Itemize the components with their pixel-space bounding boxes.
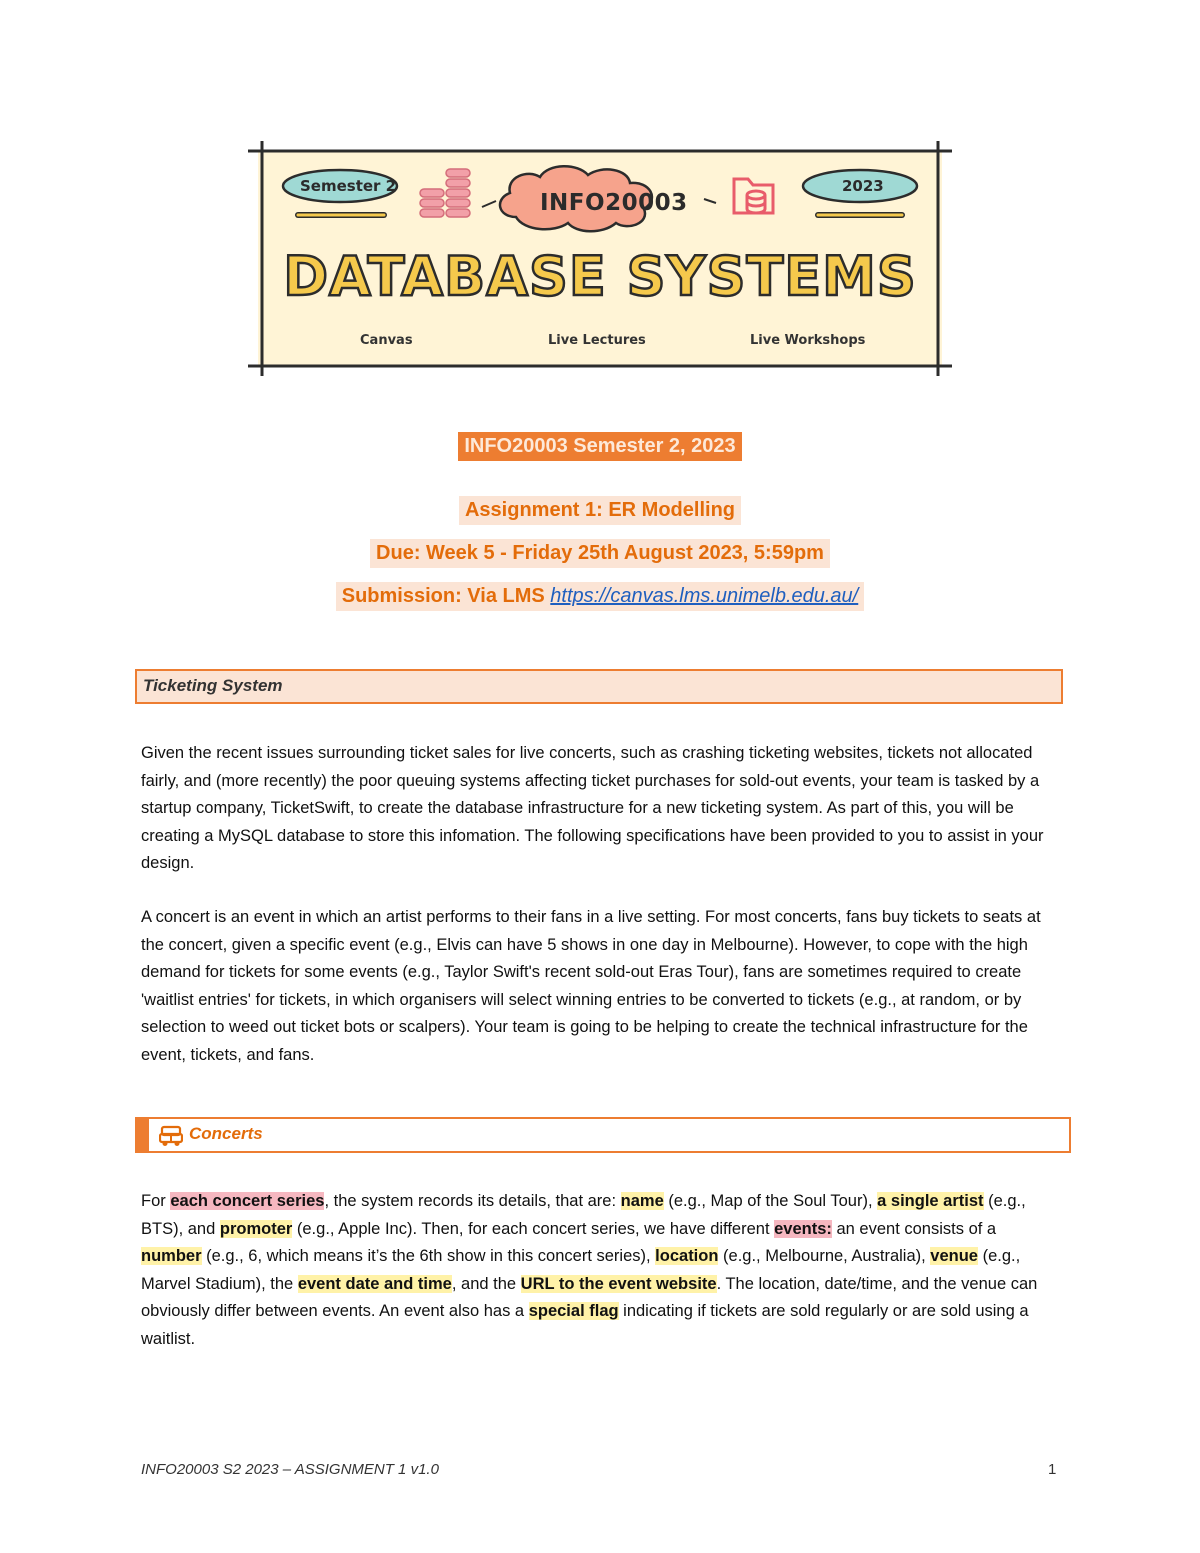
text-segment: For — [141, 1192, 171, 1210]
text-segment: (e.g., Marvel Stadium), the — [141, 1247, 1021, 1293]
concerts-paragraph — [141, 1188, 1061, 1353]
highlight-venue: venue — [930, 1247, 978, 1265]
submission-link[interactable]: https://canvas.lms.unimelb.edu.au/ — [550, 585, 859, 607]
highlight-promoter: promoter — [219, 1219, 293, 1238]
banner-title: DATABASE SYSTEMS — [283, 245, 917, 308]
text-segment: (e.g., Apple Inc). Then, for each concert series, we have different — [292, 1219, 775, 1238]
assignment-heading — [0, 496, 1200, 525]
highlight-events: events: — [774, 1219, 832, 1238]
highlight-special-flag: special flag — [528, 1302, 619, 1320]
text-segment: (e.g., Map of the Soul Tour), — [663, 1192, 878, 1210]
submission-heading — [0, 582, 1200, 611]
due-date: Due: Week 5 - Friday 25th August 2023, 5:59pm — [370, 539, 830, 568]
highlight-single-artist: a single artist — [877, 1192, 984, 1210]
highlight-url: URL to the event website — [520, 1274, 717, 1293]
course-heading — [0, 432, 1200, 461]
banner-footer-lectures: Live Lectures — [548, 333, 646, 348]
page-footer-title: INFO20003 S2 2023 – ASSIGNMENT 1 v1.0 — [141, 1461, 439, 1478]
highlight-concert-series: each concert series — [170, 1192, 325, 1210]
submission-box — [336, 582, 865, 611]
page-number: 1 — [1048, 1461, 1057, 1478]
section-title-ticketing: Ticketing System — [143, 676, 283, 695]
banner-footer-workshops: Live Workshops — [750, 333, 866, 348]
ticketing-intro-paragraph: Given the recent issues surrounding ticket sales for live concerts, such as crashing ticketing websites, tickets not allocated fairly, and (more recently) the poor queuing systems affecting ticket purchases for sold-out events, your team is tasked by a startup company, TicketSwift, to create the database infrastructure for a new ticketing system. As part of this, you will be creating a MySQL database to store this infomation. The following specifications have been provided to you to assist in your design. — [141, 744, 1044, 872]
section-ticketing-system — [135, 669, 1063, 704]
banner-year: 2023 — [842, 177, 884, 195]
assignment-title: Assignment 1: ER Modelling — [459, 496, 741, 525]
highlight-number: number — [141, 1247, 202, 1265]
text-segment: indicating if tickets are sold regularly or are sold using a waitlist. — [141, 1302, 1029, 1348]
text-segment: , and the — [451, 1274, 521, 1293]
text-segment: , the system records its details, that are: — [324, 1192, 621, 1210]
banner-footer-canvas: Canvas — [360, 333, 413, 348]
text-segment: (e.g., 6, which means it’s the 6th show in this concert series), — [201, 1247, 656, 1265]
course-banner — [248, 141, 952, 376]
banner-semester: Semester 2 — [300, 177, 397, 195]
car-icon — [159, 1125, 183, 1152]
section-title-concerts: Concerts — [189, 1124, 263, 1143]
course-title: INFO20003 Semester 2, 2023 — [458, 432, 741, 461]
text-segment: (e.g., Melbourne, Australia), — [718, 1247, 931, 1265]
text-segment: an event consists of a — [831, 1219, 997, 1238]
highlight-name: name — [620, 1192, 664, 1210]
text-segment: . The location, date/time, and the venue can obviously differ between events. An event also has a — [141, 1274, 1038, 1320]
due-heading — [0, 539, 1200, 568]
concert-description-paragraph: A concert is an event in which an artist performs to their fans in a live setting. For most concerts, fans buy tickets to seats at the concert, given a specific event (e.g., Elvis can have 5 shows in one day in Melbourne). However, to cope with the high demand for tickets for some events (e.g., Taylor Swift's recent sold-out Eras Tour), fans are sometimes required to create 'waitlist entries' for tickets, in which organisers will select winning entries to be converted to tickets (e.g., at random, or by selection to weed out ticket bots or scalpers). Your team is going to be helping to create the technical infrastructure for the event, tickets, and fans. — [141, 908, 1041, 1064]
banner-course-code: INFO20003 — [540, 190, 688, 216]
highlight-location: location — [655, 1247, 719, 1265]
section-concerts — [135, 1117, 1071, 1153]
text-segment: (e.g., BTS), and — [141, 1192, 1026, 1238]
highlight-event-date-time: event date and time — [297, 1274, 452, 1293]
submission-label: Submission: Via LMS — [341, 585, 545, 607]
